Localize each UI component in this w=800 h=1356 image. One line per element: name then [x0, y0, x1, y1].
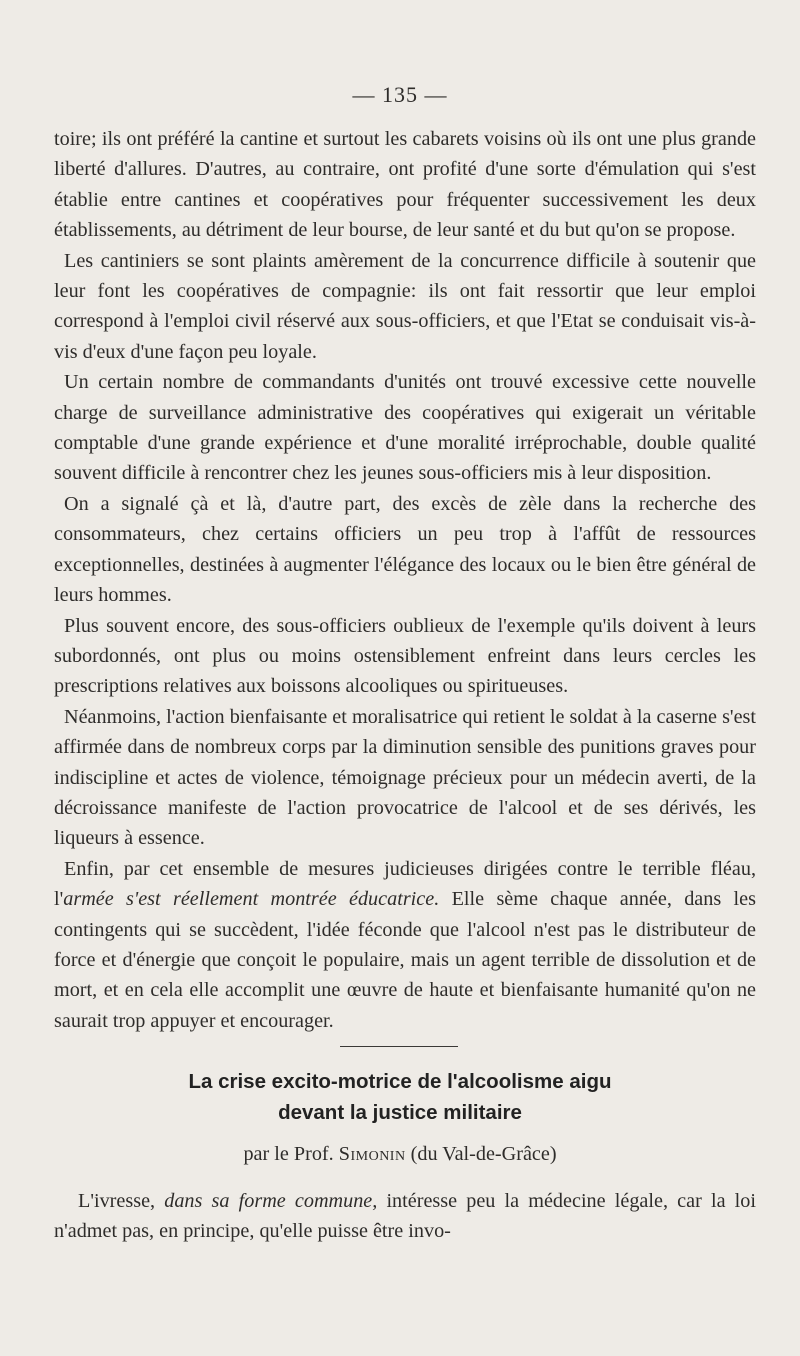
section-separator [340, 1046, 458, 1047]
section-intro [54, 1186, 756, 1247]
intro-paragraph [54, 1186, 756, 1247]
intro-italic: dans sa forme commune, [164, 1190, 378, 1212]
byline-suffix: (du Val-de-Grâce) [405, 1143, 557, 1165]
paragraph-5: Plus souvent encore, des sous-officiers oublieux de l'exemple qu'ils doivent à leurs subordonnés, ont plus ou moins ostensiblement enfreint dans leurs cercles les prescriptions relatives aux boissons alcooliques ou spiritueuses. [54, 614, 756, 698]
intro-text-start: L'ivresse, [78, 1190, 165, 1212]
byline-author: Simonin [338, 1143, 406, 1165]
section-title-line-2: devant la justice militaire [278, 1101, 522, 1124]
page-number: — 135 — [352, 82, 448, 107]
intro-text-end: intéresse peu la médecine légale, car la loi n'admet pas, en principe, qu'elle puisse être invo- [54, 1190, 756, 1243]
paragraph-6: Néanmoins, l'action bienfaisante et moralisatrice qui retient le soldat à la caserne s'est affirmée dans de nombreux corps par la diminution sensible des punitions graves pour indiscipline et actes de violence, témoignage précieux pour un médecin averti, de la décroissance manifeste de l'action provocatrice de l'alcool et de ses dérivés, les liqueurs à essence. [54, 705, 756, 850]
section-title-line-1: La crise excito-motrice de l'alcoolisme aigu [188, 1070, 612, 1093]
body-text [54, 124, 756, 1036]
paragraph-7 [54, 854, 756, 1036]
paragraph-7-text-end: Elle sème chaque année, dans les contingents qui se succèdent, l'idée féconde que l'alcool n'est pas le distributeur de force et d'énergie que conçoit le populaire, mais un agent terrible de dissolution et de mort, et en cela elle accomplit une œuvre de haute et bienfaisante humanité qu'on ne saurait trop appuyer et encourager. [54, 888, 756, 1032]
byline-prefix: par le Prof. [243, 1143, 339, 1165]
paragraph-4: On a signalé çà et là, d'autre part, des excès de zèle dans la recherche des consommateurs, chez certains officiers un peu trop à l'affût de ressources exceptionnelles, destinées à augmenter l'élégance des locaux ou le bien être général de leurs hommes. [54, 492, 756, 607]
paragraph-3: Un certain nombre de commandants d'unités ont trouvé excessive cette nouvelle charge de surveillance administrative des coopératives qui exigerait un véritable comptable d'une grande expérience et d'une moralité irréprochable, double qualité souvent difficile à rencontrer chez les jeunes sous-officiers mis à leur disposition. [54, 371, 756, 485]
paragraph-7-italic: armée s'est réellement montrée éducatrice. [63, 888, 440, 911]
section-title [0, 1066, 800, 1128]
byline [0, 1143, 800, 1166]
paragraph-1: toire; ils ont préféré la cantine et surtout les cabarets voisins où ils ont une plus grande liberté d'allures. D'autres, au contraire, ont profité d'une sorte d'émulation qui s'est établie entre cantines et coopératives pour fréquenter successivement les deux établissements, au détriment de leur bourse, de leur santé et du but qu'on se propose. [54, 128, 756, 242]
paragraph-2: Les cantiniers se sont plaints amèrement de la concurrence difficile à soutenir que leur font les coopératives de compagnie: ils ont fait ressortir que leur emploi correspond à l'emploi civil réservé aux sous-officiers, et que l'Etat se conduisait vis-à-vis d'eux d'une façon peu loyale. [54, 249, 756, 363]
paragraph-7-text-start: Enfin, par cet ensemble de mesures judicieuses dirigées contre le terrible fléau, l' [54, 857, 756, 911]
